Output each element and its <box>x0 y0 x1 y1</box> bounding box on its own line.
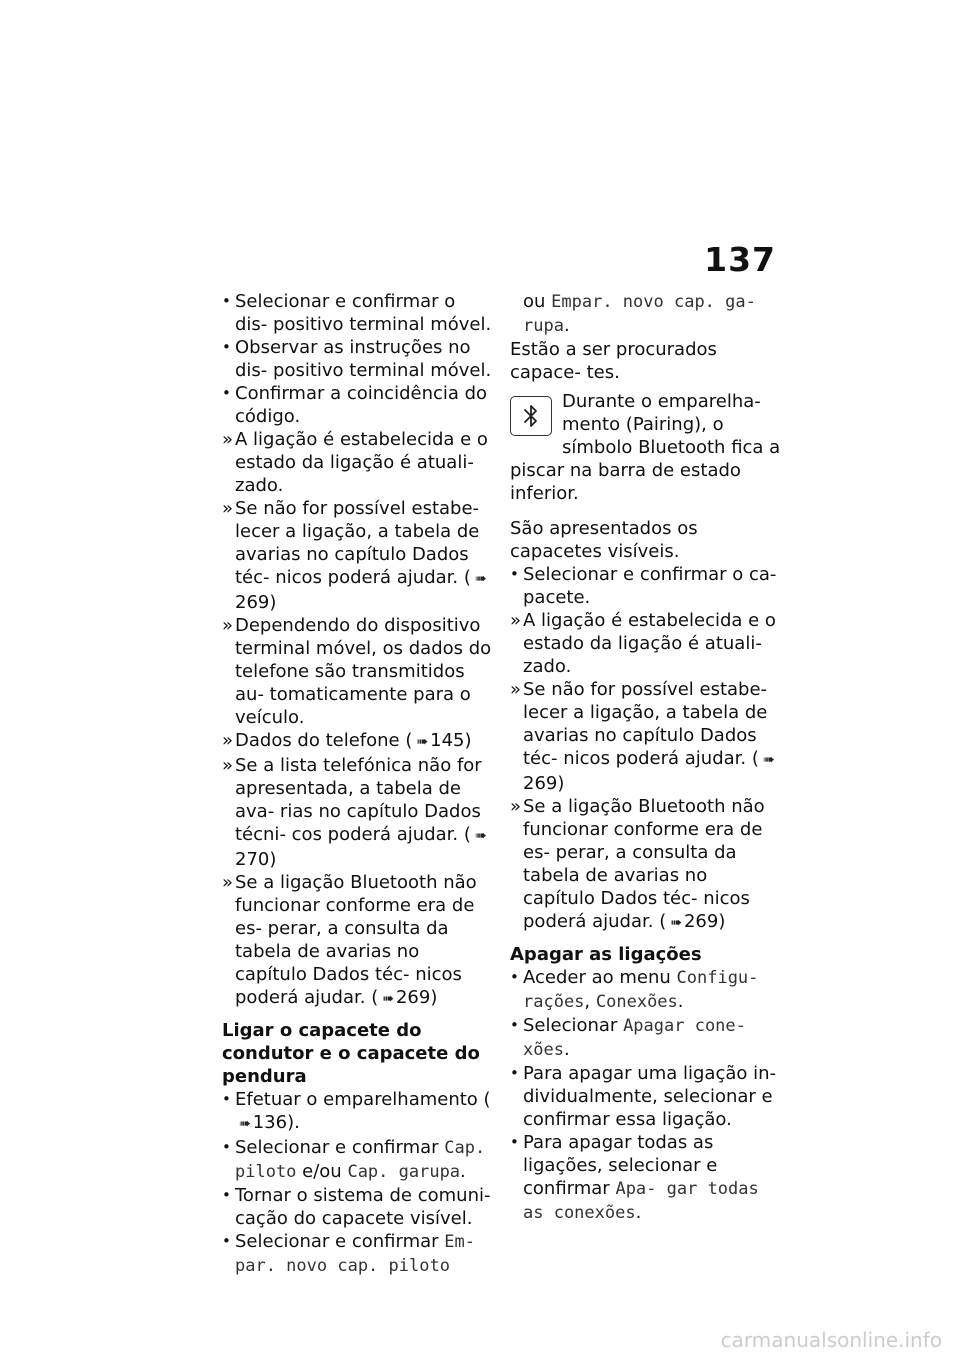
result-item: » Se não for possível estabe- lecer a ligação, a tabela de avarias no capítulo Dados téc- nicos poderá ajudar. ( ➠269) <box>510 679 775 794</box>
result-item: » Se não for possível estabe- lecer a ligação, a tabela de avarias no capítulo Dados téc- nicos poderá ajudar. ( ➠269) <box>222 498 487 613</box>
result-text: Se a ligação Bluetooth não funcionar conforme era de es- perar, a consulta da tabela de avarias no capítulo Dados téc- nicos poderá ajudar. <box>523 796 765 932</box>
page-reference[interactable]: 269 <box>523 773 558 794</box>
bullet-icon: • <box>510 968 519 986</box>
list-item-continuation <box>510 290 782 338</box>
list-item <box>510 1062 782 1131</box>
reference-arrow-icon: ➠ <box>670 915 682 931</box>
list-item <box>510 563 782 609</box>
result-text: Se não for possível estabe- lecer a ligação, a tabela de avarias no capítulo Dados téc- nicos poderá ajudar. <box>235 498 480 588</box>
result-icon: » <box>510 610 522 631</box>
list-item-text: Selecionar e confirmar <box>235 1231 439 1252</box>
list-item <box>222 1088 492 1136</box>
paren-open: ( <box>483 1089 491 1110</box>
list-item <box>510 1014 782 1062</box>
punctuation: . <box>563 1039 570 1060</box>
list-item-text: Selecionar <box>523 1015 618 1036</box>
section-heading: Apagar as ligações <box>510 944 702 965</box>
list-item-text: Para apagar todas as ligações, selecionar e confirmar <box>523 1132 718 1199</box>
list-item-text: ou <box>523 291 546 312</box>
reference-arrow-icon: ➠ <box>416 734 429 750</box>
list-item-text: e/ou <box>302 1161 342 1182</box>
result-icon: » <box>222 755 234 776</box>
result-item: » Dados do telefone ( ➠ 145) <box>222 729 492 754</box>
bullet-icon: • <box>222 1232 231 1250</box>
page-reference[interactable]: 145 <box>430 730 465 751</box>
list-item-text: Selecionar e confirmar o ca- pacete. <box>523 564 777 608</box>
reference-arrow-icon: ➠ <box>239 1116 251 1132</box>
list-item <box>510 1131 782 1225</box>
menu-item-name: Apagar cone- xões <box>523 1016 746 1060</box>
result-icon: » <box>222 872 234 893</box>
result-text: Dados do telefone <box>235 730 400 751</box>
list-item <box>222 1136 492 1184</box>
list-item <box>222 1184 492 1230</box>
list-item-text: Selecionar e confirmar <box>235 1137 439 1158</box>
menu-item-name: Empar. novo cap. ga- rupa <box>523 292 756 336</box>
bullet-icon: • <box>510 1133 519 1151</box>
punctuation: , <box>584 991 591 1012</box>
list-item <box>222 1230 492 1278</box>
result-text: Dependendo do dispositivo terminal móvel, os dados do telefone são transmitidos au- tomaticamente para o veículo. <box>235 615 492 728</box>
list-item-text: Para apagar uma ligação in- dividualmente, selecionar e confirmar essa ligação. <box>523 1063 777 1130</box>
menu-item-name: Cap. garupa <box>347 1162 461 1182</box>
watermark: carmanualsonline.info <box>720 1328 942 1352</box>
reference-arrow-icon: ➠ <box>762 752 775 768</box>
page-reference[interactable]: 270 <box>235 849 270 870</box>
punctuation: . <box>460 1161 466 1182</box>
result-item: » Se a lista telefónica não for apresentada, a tabela de ava- rias no capítulo Dados técni- cos poderá ajudar. ( ➠270) <box>222 755 487 870</box>
page-number: 137 <box>704 240 776 279</box>
list-item <box>510 966 782 1014</box>
page-reference[interactable]: 269 <box>235 592 270 613</box>
result-item <box>222 614 492 729</box>
reference-arrow-icon: ➠ <box>474 828 487 844</box>
result-item <box>510 609 782 678</box>
result-text: Se a lista telefónica não for apresentada, a tabela de ava- rias no capítulo Dados técni- cos poderá ajudar. <box>235 755 482 845</box>
result-text: A ligação é estabelecida e o estado da ligação é atuali- zado. <box>235 429 488 496</box>
list-item <box>222 382 492 428</box>
result-icon: » <box>510 796 522 817</box>
list-item-text: Confirmar a coincidência do código. <box>235 383 488 427</box>
list-item-text: Aceder ao menu <box>523 967 671 988</box>
bullet-icon: • <box>222 1138 231 1156</box>
list-item-text: Selecionar e confirmar o dis- positivo terminal móvel. <box>235 291 492 335</box>
bullet-icon: • <box>510 1064 519 1082</box>
left-column <box>222 290 492 1278</box>
bullet-icon: • <box>222 292 231 310</box>
menu-item-name: Em- par. novo cap. piloto <box>235 1232 475 1276</box>
bullet-icon: • <box>222 1090 231 1108</box>
menu-item-name: Conexões <box>595 992 678 1012</box>
list-item-text: Tornar o sistema de comuni- cação do capacete visível. <box>235 1185 491 1229</box>
result-item <box>222 428 492 497</box>
result-icon: » <box>222 498 234 519</box>
result-text: A ligação é estabelecida e o estado da ligação é atuali- zado. <box>523 610 776 677</box>
section-heading: Ligar o capacete do condutor e o capacete do pendura <box>222 1020 480 1087</box>
punctuation: . <box>677 991 684 1012</box>
list-item <box>222 290 492 336</box>
list-item-text: Observar as instruções no dis- positivo terminal móvel. <box>235 337 492 381</box>
reference-arrow-icon: ➠ <box>474 571 487 587</box>
menu-item-name: Cap. piloto <box>235 1138 486 1182</box>
bullet-icon: • <box>510 565 519 583</box>
result-icon: » <box>222 615 234 636</box>
bullet-icon: • <box>222 338 231 356</box>
list-item <box>222 336 492 382</box>
paragraph: Estão a ser procurados capace- tes. <box>510 339 717 383</box>
bullet-icon: • <box>510 1016 519 1034</box>
bluetooth-note: Durante o emparelha- mento (Pairing), o símbolo Bluetooth fica a piscar na barra de estado inferior. <box>510 391 781 504</box>
bullet-icon: • <box>222 384 231 402</box>
list-item-text: Efetuar o emparelhamento <box>235 1089 478 1110</box>
result-item: » Se a ligação Bluetooth não funcionar conforme era de es- perar, a consulta da tabela de avarias no capítulo Dados téc- nicos poderá ajudar. ( ➠ 269) <box>222 871 492 1011</box>
result-item: » Se a ligação Bluetooth não funcionar conforme era de es- perar, a consulta da tabela de avarias no capítulo Dados téc- nicos poderá ajudar. ( ➠ 269) <box>510 795 782 935</box>
note-block <box>510 390 782 505</box>
result-text: Se não for possível estabe- lecer a ligação, a tabela de avarias no capítulo Dados téc- nicos poderá ajudar. <box>523 679 768 769</box>
page-reference[interactable]: 269 <box>683 911 719 932</box>
reference-arrow-icon: ➠ <box>382 991 394 1007</box>
bullet-icon: • <box>222 1186 231 1204</box>
punctuation: . <box>563 315 570 336</box>
result-icon: » <box>222 730 234 751</box>
punctuation: . <box>635 1202 642 1223</box>
spacer <box>510 505 782 517</box>
result-text: Se a ligação Bluetooth não funcionar conforme era de es- perar, a consulta da tabela de avarias no capítulo Dados téc- nicos poderá ajudar. <box>235 872 477 1008</box>
page-reference[interactable]: 269 <box>395 987 431 1008</box>
menu-item-name: Apa- gar todas as conexões <box>523 1179 759 1223</box>
menu-item-name: Configu- rações <box>523 968 759 1012</box>
result-icon: » <box>222 429 234 450</box>
right-column <box>510 290 782 1225</box>
result-icon: » <box>510 679 522 700</box>
paragraph: São apresentados os capacetes visíveis. <box>510 518 698 562</box>
page-reference[interactable]: 136). <box>252 1112 300 1133</box>
bluetooth-icon <box>510 396 552 436</box>
